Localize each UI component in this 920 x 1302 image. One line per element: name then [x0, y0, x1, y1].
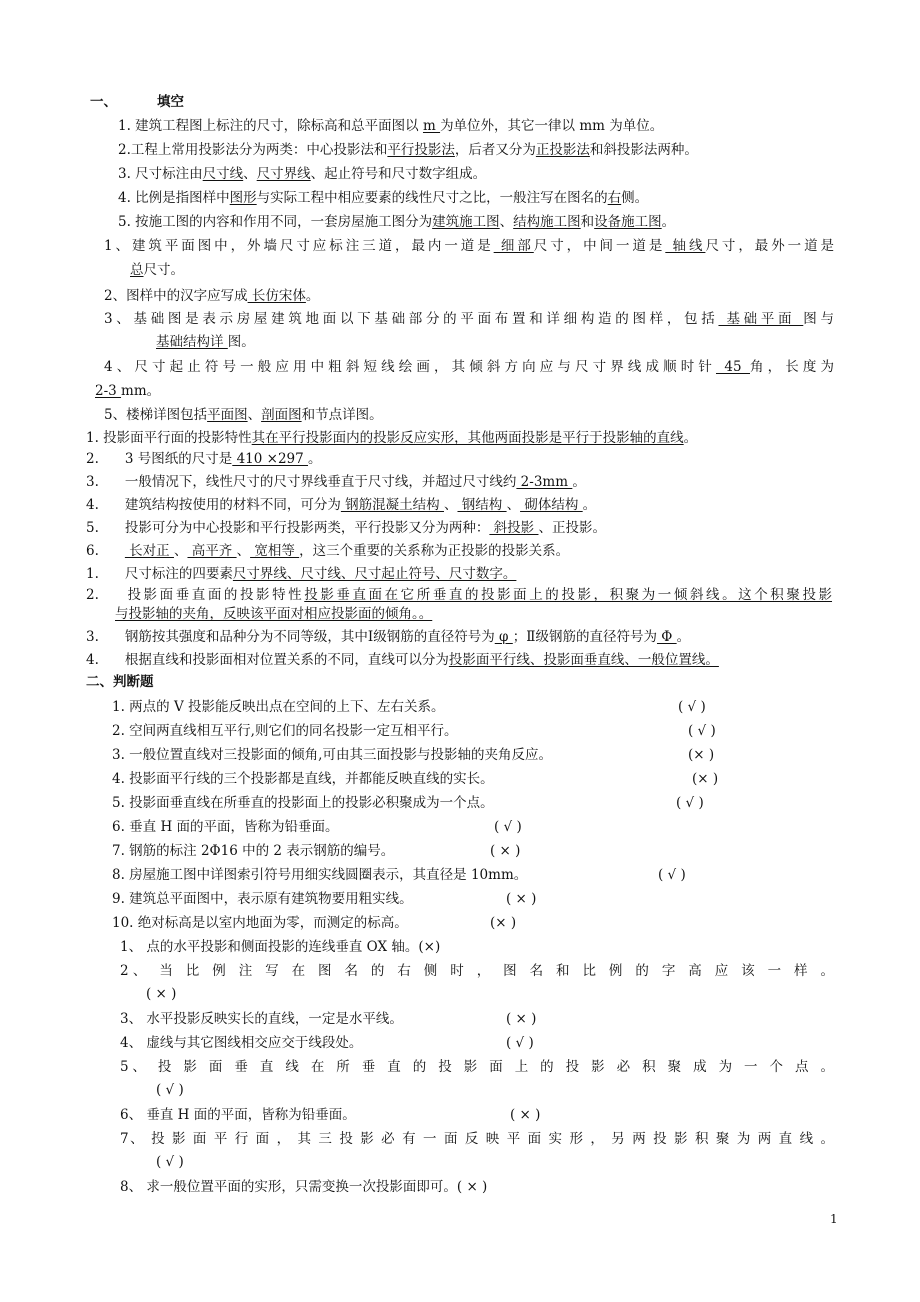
- fill-item: 5. 投影可分为中心投影和平行投影两类，平行投影又分为两种： 斜投影 、正投影。: [86, 520, 606, 536]
- fill-item: 3、基础图是表示房屋建筑地面以下基础部分的平面布置和详细构造的图样，包括 基础平面 图与: [104, 311, 834, 327]
- judge-answer: ( √ ): [156, 1154, 184, 1170]
- fill-item: 2. 3 号图纸的尺寸是 410 ×297 。: [86, 451, 322, 467]
- judge-answer: ( √ ): [506, 1035, 534, 1051]
- judge-answer: (× ): [692, 771, 719, 787]
- judge-item: 4、 虚线与其它图线相交应交于线段处。: [120, 1035, 363, 1051]
- fill-item: 3. 尺寸标注由尺寸线、尺寸界线、起止符号和尺寸数字组成。: [118, 166, 487, 182]
- fill-item-cont: 与投影轴的夹角，反映该平面对相应投影面的倾角。。: [115, 606, 433, 622]
- judge-item: 1. 两点的 V 投影能反映出点在空间的上下、左右关系。: [112, 699, 445, 715]
- judge-item: 6. 垂直 H 面的平面，皆称为铅垂面。: [112, 819, 339, 835]
- judge-item: 7. 钢筋的标注 2Φ16 中的 2 表示钢筋的编号。: [112, 843, 395, 859]
- judge-answer: ( × ): [146, 986, 177, 1002]
- judge-item: 3、 水平投影反映实长的直线，一定是水平线。: [120, 1011, 403, 1027]
- fill-item: 2.工程上常用投影法分为两类：中心投影法和平行投影法，后者又分为正投影法和斜投影法两种。: [118, 142, 698, 158]
- judge-item: 1、 点的水平投影和侧面投影的连线垂直 OX 轴。(×): [120, 939, 441, 955]
- judge-answer: ( × ): [490, 843, 521, 859]
- judge-answer: ( √ ): [676, 795, 704, 811]
- section-heading-judge: 二、判断题: [86, 674, 154, 690]
- fill-item-cont: 基础结构详 图。: [156, 334, 255, 350]
- fill-item: 4. 根据直线和投影面相对位置关系的不同，直线可以分为投影面平行线、投影面垂直线、一般位置线。: [86, 652, 719, 668]
- fill-item: 5. 按施工图的内容和作用不同，一套房屋施工图分为建筑施工图、结构施工图和设备施工图。: [118, 214, 676, 230]
- judge-answer: ( × ): [506, 1011, 537, 1027]
- judge-item: 8、 求一般位置平面的实形，只需变换一次投影面即可。( × ): [120, 1179, 488, 1195]
- fill-item: 6. 长对正 、 高平齐 、 宽相等 ，这三个重要的关系称为正投影的投影关系。: [86, 543, 570, 559]
- section-heading-fill: 一、 填空: [90, 94, 184, 110]
- judge-answer: (× ): [490, 915, 517, 931]
- fill-item-cont: 2-3 mm。: [95, 383, 161, 399]
- judge-item: 7、 投 影 面 平 行 面 ， 其 三 投 影 必 有 一 面 反 映 平 面 实 形 ， 另 两 投 影 积 聚 为 两 直 线 。: [120, 1131, 834, 1147]
- judge-item: 9. 建筑总平面图中，表示原有建筑物要用粗实线。: [112, 891, 413, 907]
- fill-item: 1. 投影面平行面的投影特性其在平行投影面内的投影反应实形，其他两面投影是平行于投影轴的直线。: [86, 430, 698, 446]
- judge-item: 5. 投影面垂直线在所垂直的投影面上的投影必积聚成为一个点。: [112, 795, 494, 811]
- judge-answer: (× ): [688, 747, 715, 763]
- page-number: 1: [830, 1212, 838, 1226]
- fill-item: 1. 建筑工程图上标注的尺寸，除标高和总平面图以 m 为单位外，其它一律以 mm 为单位。: [118, 118, 664, 134]
- fill-item: 4. 比例是指图样中图形与实际工程中相应要素的线性尺寸之比，一般注写在图名的右侧。: [118, 190, 649, 206]
- judge-item: 2、 当 比 例 注 写 在 图 名 的 右 侧 时 ， 图 名 和 比 例 的 字 高 应 该 一 样 。: [120, 963, 834, 979]
- judge-answer: ( × ): [510, 1107, 541, 1123]
- judge-answer: ( √ ): [658, 867, 686, 883]
- judge-item: 4. 投影面平行线的三个投影都是直线，并都能反映直线的实长。: [112, 771, 494, 787]
- fill-item-cont: 总尺寸。: [130, 262, 184, 278]
- judge-answer: ( √ ): [494, 819, 522, 835]
- judge-answer: ( √ ): [688, 723, 716, 739]
- judge-answer: ( √ ): [156, 1082, 184, 1098]
- judge-answer: ( √ ): [678, 699, 706, 715]
- judge-item: 6、 垂直 H 面的平面，皆称为铅垂面。: [120, 1107, 356, 1123]
- judge-answer: ( × ): [506, 891, 537, 907]
- judge-item: 8. 房屋施工图中详图索引符号用细实线圆圈表示，其直径是 10mm。: [112, 867, 528, 883]
- judge-item: 5、 投 影 面 垂 直 线 在 所 垂 直 的 投 影 面 上 的 投 影 必 积 聚 成 为 一 个 点 。: [120, 1059, 834, 1075]
- judge-item: 3. 一般位置直线对三投影面的倾角,可由其三面投影与投影轴的夹角反应。: [112, 747, 552, 763]
- judge-item: 2. 空间两直线相互平行,则它们的同名投影一定互相平行。: [112, 723, 458, 739]
- fill-item: 1. 尺寸标注的四要素尺寸界线、尺寸线、尺寸起止符号、尺寸数字。: [86, 566, 517, 582]
- fill-item: 3. 一般情况下，线性尺寸的尺寸界线垂直于尺寸线，并超过尺寸线约 2-3mm 。: [86, 474, 586, 490]
- fill-item: 4. 建筑结构按使用的材料不同，可分为 钢筋混凝土结构 、 钢结构 、 砌体结构 。: [86, 497, 597, 513]
- fill-item: 2. 投影面垂直面的投影特性投影垂直面在它所垂直的投影面上的投影，积聚为一倾斜线。这个积聚投影: [86, 587, 833, 603]
- fill-item: 5、楼梯详图包括平面图、剖面图和节点详图。: [104, 407, 383, 423]
- fill-item: 1、建筑平面图中，外墙尺寸应标注三道，最内一道是 细部尺寸，中间一道是 轴线尺寸，最外一道是: [104, 238, 835, 254]
- judge-item: 10. 绝对标高是以室内地面为零，而测定的标高。: [112, 915, 408, 931]
- fill-item: 3. 钢筋按其强度和品种分为不同等级，其中Ⅰ级钢筋的直径符号为 φ ；Ⅱ级钢筋的直径符号为 Φ 。: [86, 629, 691, 645]
- fill-item: 4、尺寸起止符号一般应用中粗斜短线绘画，其倾斜方向应与尺寸界线成顺时针 45 角，长度为: [104, 359, 835, 375]
- fill-item: 2、图样中的汉字应写成 长仿宋体。: [104, 288, 320, 304]
